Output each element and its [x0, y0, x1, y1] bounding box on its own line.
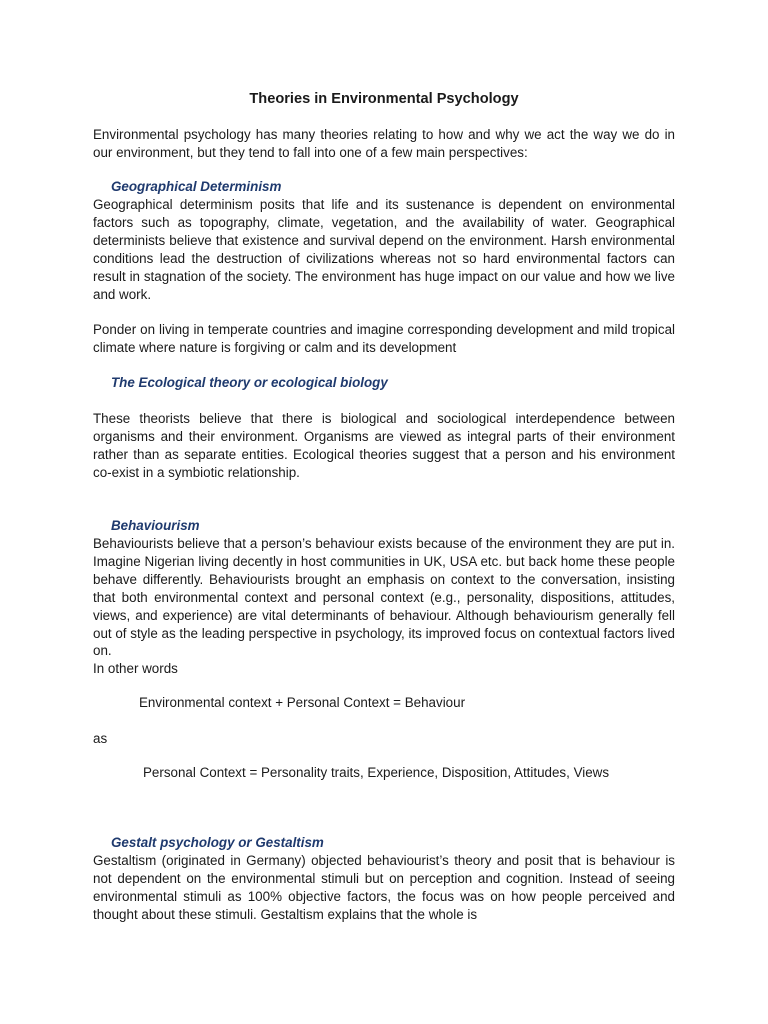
ponder-paragraph: Ponder on living in temperate countries and imagine corresponding development and mild tropical climate where nature is forgiving or calm and its development [93, 322, 675, 355]
heading-ecological-theory: The Ecological theory or ecological biology [111, 375, 388, 390]
heading-geographical-determinism: Geographical Determinism [111, 179, 282, 194]
geographical-paragraph: Geographical determinism posits that life and its sustenance is dependent on environmental factors such as topography, climate, vegetation, and the availability of water. Geographical determinists believe that existence and survival depend on the environment. Harsh environmental conditions lead the destruction of civilizations whereas not so hard environmental factors can result in stagnation of the society. The environment has huge impact on our value and how we live and work. [93, 197, 675, 302]
personal-context-equation: Personal Context = Personality traits, Experience, Disposition, Attitudes, Views [143, 765, 610, 780]
gestalt-paragraph: Gestaltism (originated in Germany) objected behaviourist’s theory and posit that is behaviour is not dependent on the environmental stimuli but on perception and cognition. Instead of seeing environmental stimuli as 100% objective factors, the focus was on how people perceived and thought about these stimuli. Gestaltism explains that the whole is [93, 853, 675, 922]
ecological-paragraph: These theorists believe that there is biological and sociological interdependence between organisms and their environment. Organisms are viewed as integral parts of their environment rather than as separate entities. Ecological theories suggest that a person and his environment co-exist in a symbiotic relationship. [93, 411, 675, 480]
heading-behaviourism: Behaviourism [111, 518, 200, 533]
behaviour-equation: Environmental context + Personal Context = Behaviour [139, 695, 466, 710]
heading-gestalt-psychology: Gestalt psychology or Gestaltism [111, 835, 324, 850]
document-title: Theories in Environmental Psychology [249, 91, 519, 107]
as-text: as [93, 731, 108, 746]
intro-paragraph: Environmental psychology has many theories relating to how and why we act the way we do in our environment, but they tend to fall into one of a few main perspectives: [93, 127, 675, 160]
in-other-words-text: In other words [93, 661, 178, 676]
behaviourism-paragraph: Behaviourists believe that a person’s behaviour exists because of the environment they are put in. Imagine Nigerian living decently in host communities in UK, USA etc. but back home these people behave differently. Behaviourists brought an emphasis on context to the conversation, insisting that both environmental context and personal context (e.g., personality, dispositions, attitudes, views, and experience) are vital determinants of behaviour. Although behaviourism generally fell out of style as the leading perspective in psychology, its improved focus on contextual factors lived on. [93, 536, 675, 659]
